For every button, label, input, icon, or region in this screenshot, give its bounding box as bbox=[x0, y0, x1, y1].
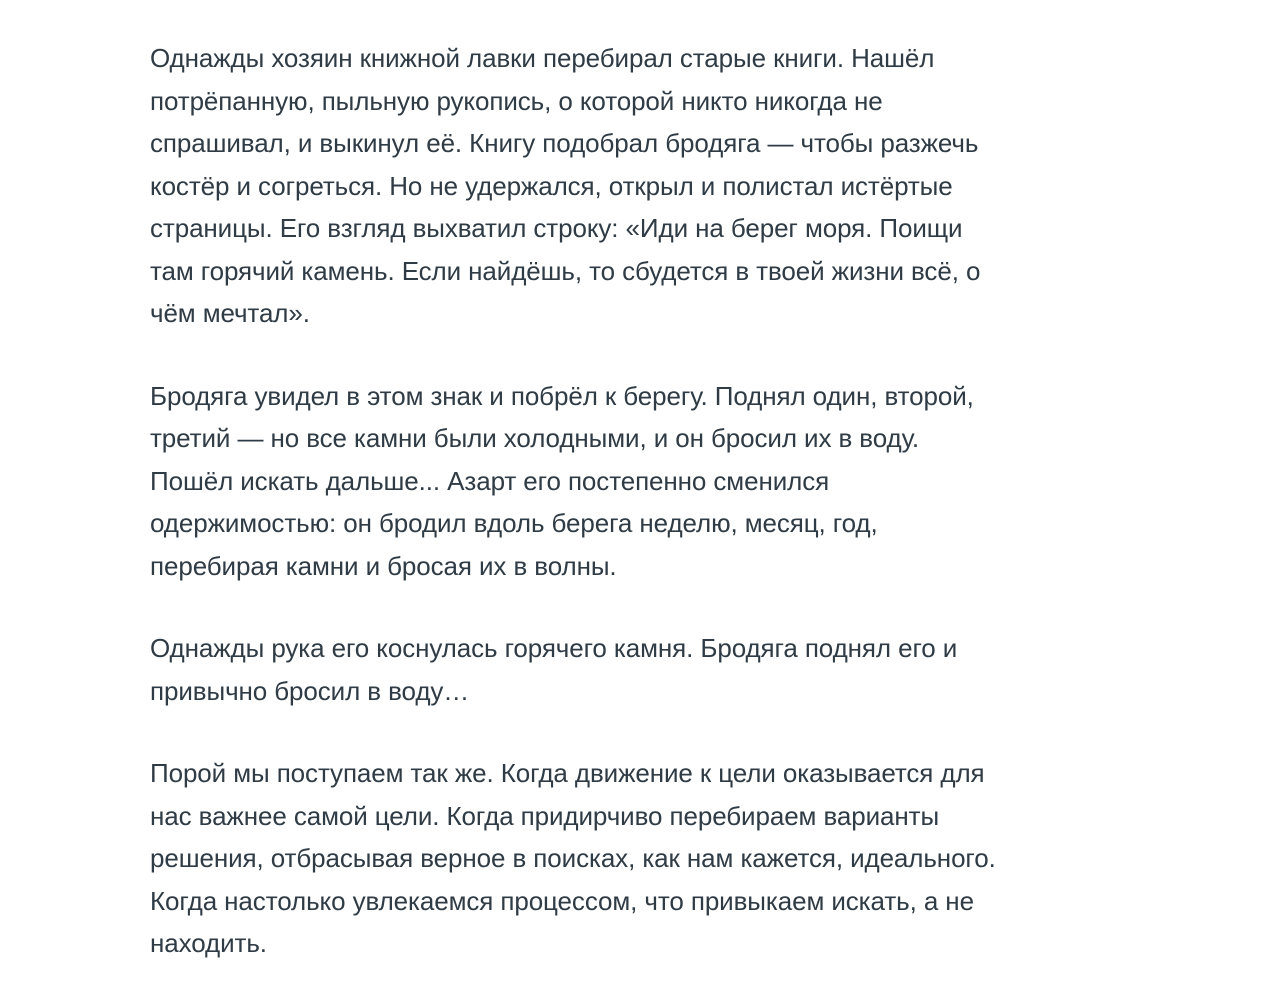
text-line: Когда настолько увлекаемся процессом, что привыкаем искать, а не bbox=[150, 885, 974, 916]
paragraph-3 bbox=[150, 627, 1110, 712]
text-line: Однажды хозяин книжной лавки перебирал старые книги. Нашёл bbox=[150, 43, 935, 73]
text-line: привычно бросил в воду… bbox=[150, 675, 470, 706]
text-line: чём мечтал». bbox=[150, 298, 310, 328]
text-line: костёр и согреться. Но не удержался, открыл и полистал истёртые bbox=[150, 170, 953, 201]
text-line: потрёпанную, пыльную рукопись, о которой никто никогда не bbox=[150, 85, 883, 116]
text-line: спрашивал, и выкинул её. Книгу подобрал бродяга — чтобы разжечь bbox=[150, 128, 979, 158]
text-line: нас важнее самой цели. Когда придирчиво перебираем варианты bbox=[150, 800, 940, 831]
text-line: Бродяга увидел в этом знак и побрёл к берегу. Поднял один, второй, bbox=[150, 380, 974, 411]
paragraph-4 bbox=[150, 752, 1110, 965]
text-line: Порой мы поступаем так же. Когда движение к цели оказывается для bbox=[150, 758, 985, 788]
text-line: перебирая камни и бросая их в волны. bbox=[150, 550, 617, 581]
paragraph-1 bbox=[150, 37, 1110, 335]
text-line: находить. bbox=[150, 928, 267, 958]
text-line: решения, отбрасывая верное в поисках, как нам кажется, идеального. bbox=[150, 843, 996, 873]
text-line: страницы. Его взгляд выхватил строку: «Иди на берег моря. Поищи bbox=[150, 213, 963, 243]
text-line: Однажды рука его коснулась горячего камня. Бродяга поднял его и bbox=[150, 633, 958, 663]
text-line: там горячий камень. Если найдёшь, то сбудется в твоей жизни всё, о bbox=[150, 255, 981, 286]
paragraph-2 bbox=[150, 375, 1110, 588]
article-body bbox=[150, 37, 1110, 1005]
text-line: Пошёл искать дальше... Азарт его постепенно сменился bbox=[150, 465, 830, 496]
text-line: третий — но все камни были холодными, и он бросил их в воду. bbox=[150, 423, 920, 453]
text-line: одержимостью: он бродил вдоль берега неделю, месяц, год, bbox=[150, 508, 878, 538]
